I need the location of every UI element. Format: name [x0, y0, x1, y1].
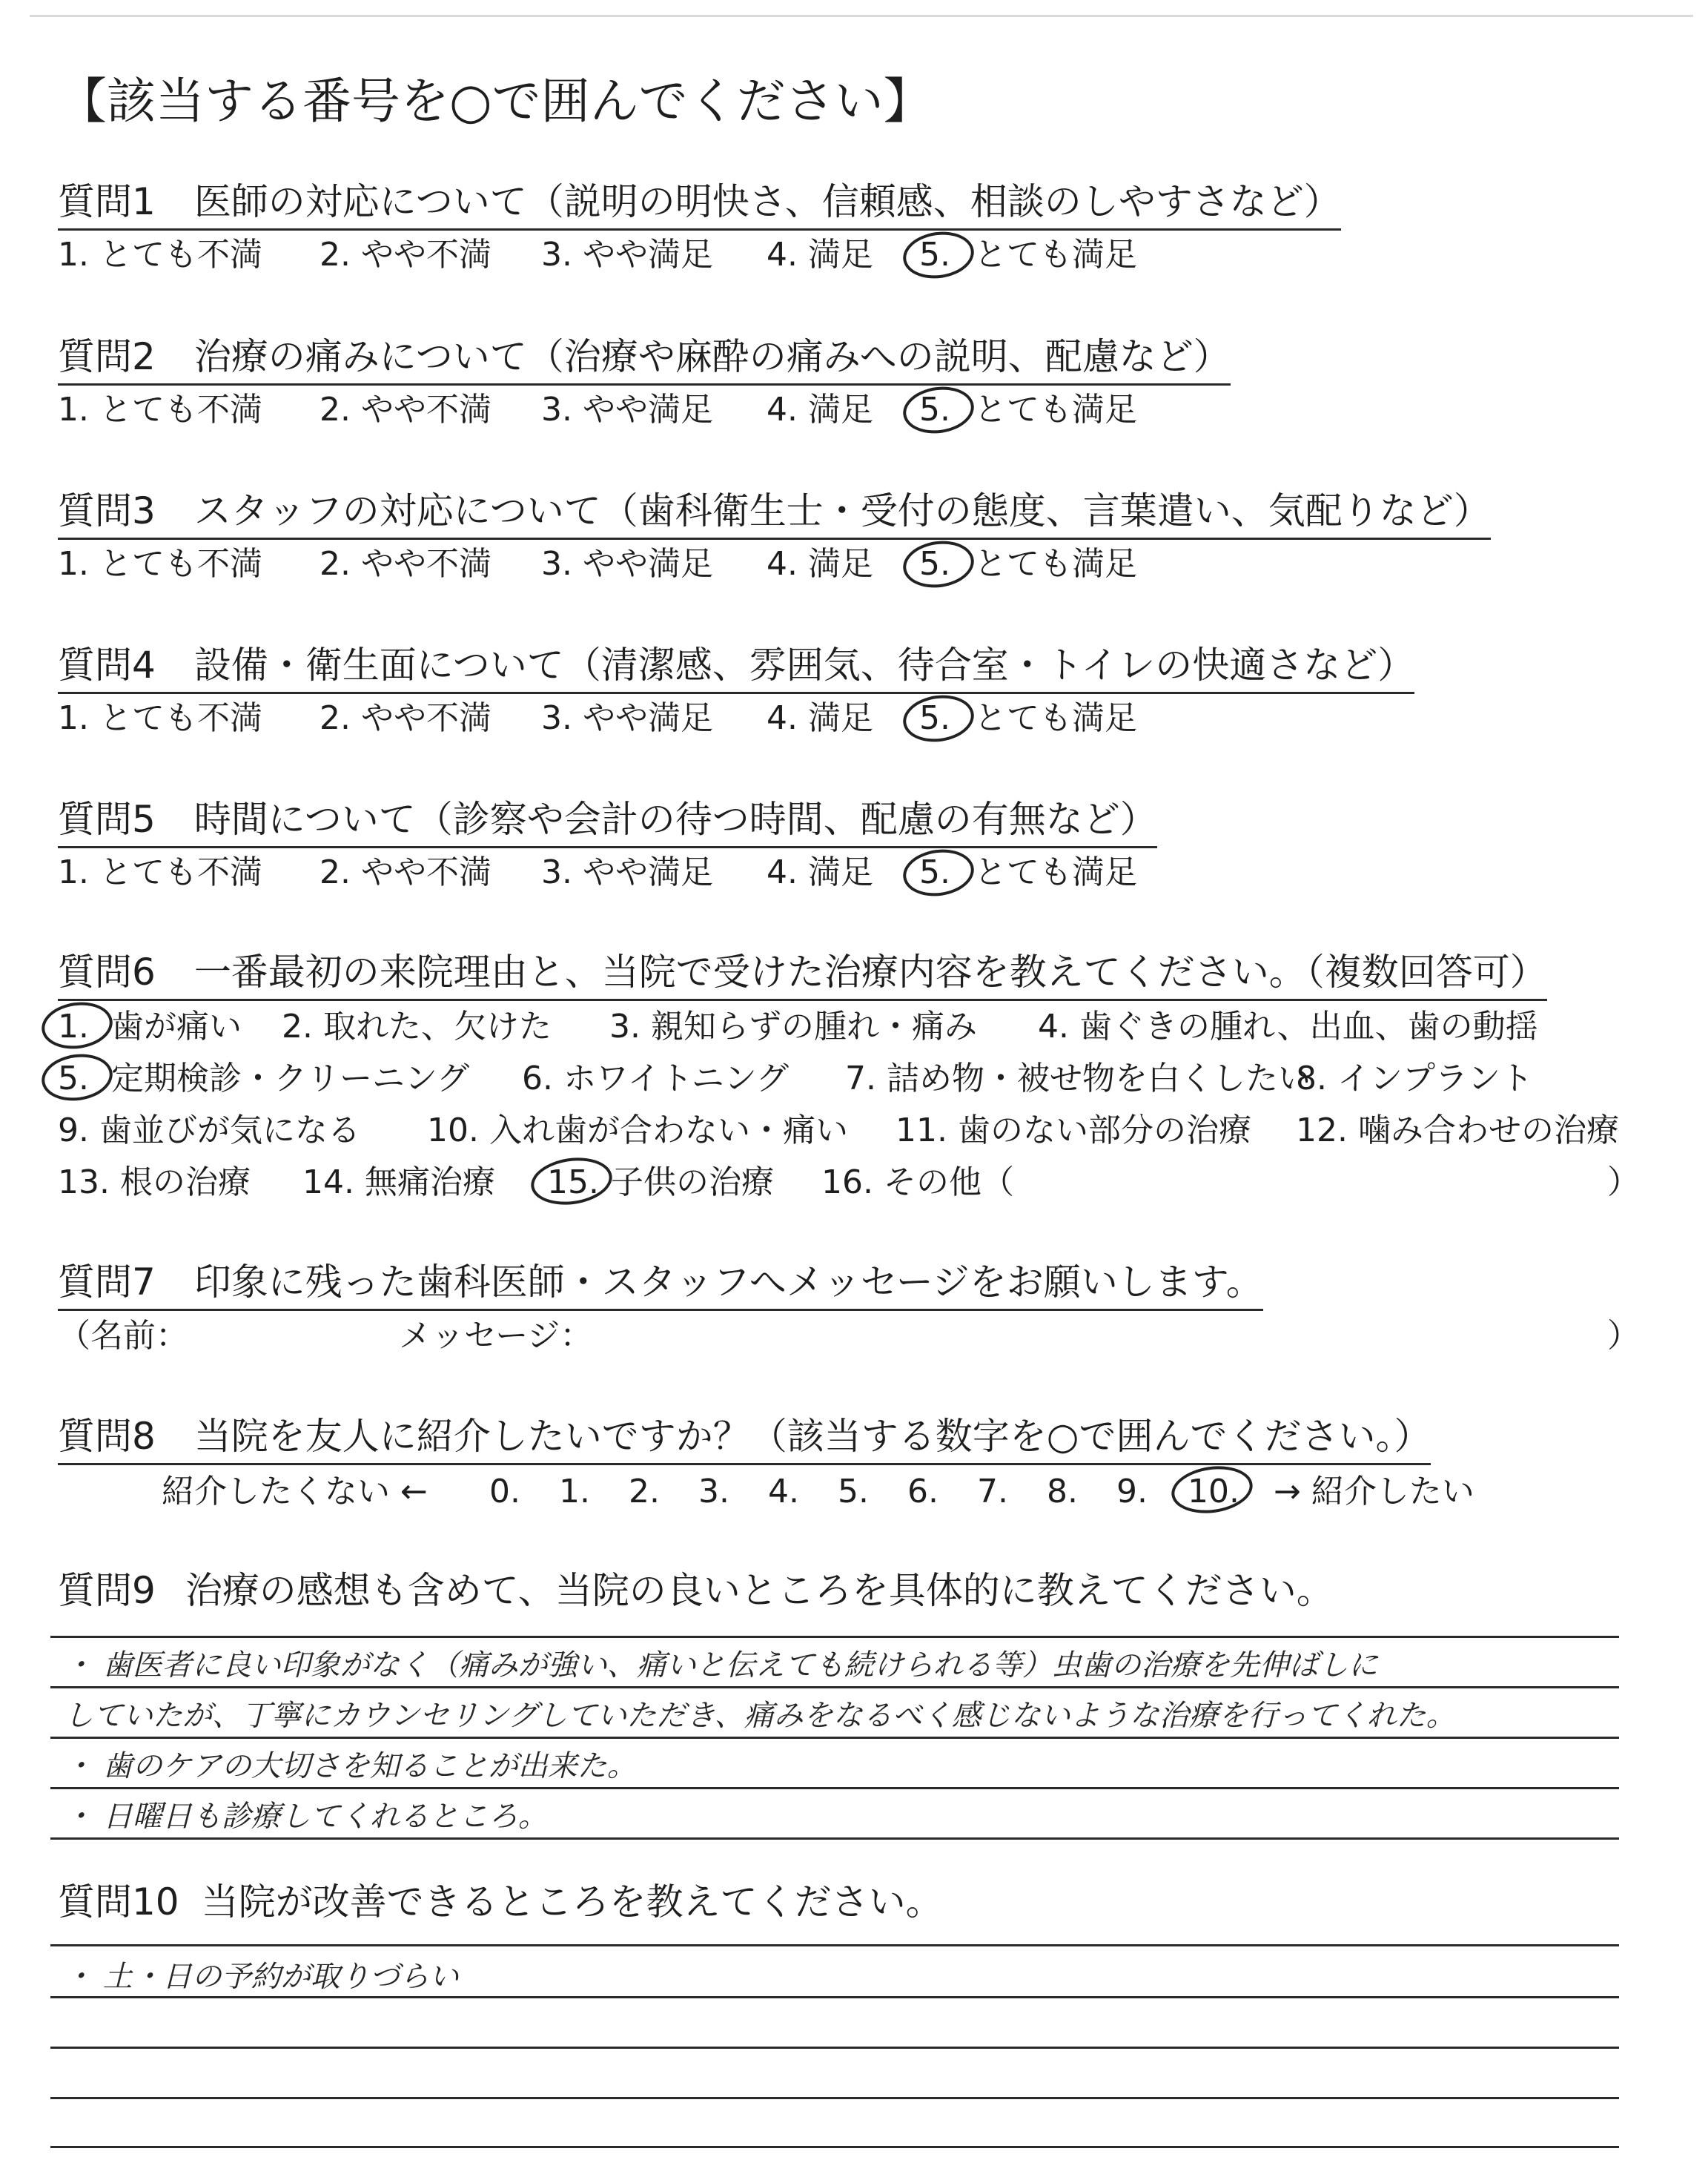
question-8-title: 質問8 当院を友人に紹介したいですか？（該当する数字を○で囲んでください。）: [58, 1415, 1431, 1465]
answer-line-1: ・ 土・日の予約が取りづらい: [64, 1960, 459, 1994]
question-6-row-3: [58, 1105, 1619, 1157]
option-2[interactable]: 2. やや不満: [320, 236, 491, 274]
option-6[interactable]: 6. ホワイトニング: [522, 1060, 790, 1097]
option-5-label: とても満足: [974, 699, 1137, 737]
option-4[interactable]: 4. 満足: [767, 853, 873, 891]
option-5-circled[interactable]: 5.: [919, 540, 950, 589]
option-1-circled[interactable]: 1.: [58, 1001, 89, 1053]
option-2[interactable]: 2. やや不満: [320, 391, 491, 429]
option-14[interactable]: 14. 無痛治療: [302, 1163, 495, 1201]
option-5-circled[interactable]: 5.: [919, 386, 950, 435]
question-10: [58, 1880, 943, 1924]
question-3-title: 質問3 スタッフの対応について（歯科衛生士・受付の態度、言葉遣い、気配りなど）: [58, 489, 1491, 540]
scale-9[interactable]: 9.: [1116, 1473, 1148, 1510]
scale-1[interactable]: 1.: [559, 1473, 590, 1510]
scale-7[interactable]: 7.: [977, 1473, 1008, 1510]
scale-2[interactable]: 2.: [629, 1473, 660, 1510]
option-8[interactable]: 8. インプラント: [1296, 1060, 1533, 1097]
question-4-title: 質問4 設備・衛生面について（清潔感、雰囲気、待合室・トイレの快適さなど）: [58, 644, 1414, 694]
answer-line-3: ・ 歯のケアの大切さを知ることが出来た。: [64, 1749, 637, 1783]
option-5-circled[interactable]: 5.: [58, 1053, 89, 1105]
option-3[interactable]: 3. やや満足: [541, 391, 713, 429]
answer-rule: [50, 1787, 1619, 1789]
question-5: [58, 798, 1157, 897]
option-1-label: 歯が痛い: [111, 1008, 242, 1046]
option-2[interactable]: 2. 取れた、欠けた: [282, 1008, 552, 1046]
option-7[interactable]: 7. 詰め物・被せ物を白くしたい: [845, 1060, 1311, 1097]
option-4[interactable]: 4. 満足: [767, 545, 873, 583]
option-5-circled[interactable]: 5.: [919, 694, 950, 743]
message-label: メッセージ：: [399, 1317, 593, 1355]
question-4: [58, 644, 1414, 743]
question-6-row-4: [58, 1157, 1640, 1209]
scale-6[interactable]: 6.: [907, 1473, 939, 1510]
option-5-circled[interactable]: 5.: [919, 231, 950, 280]
option-4[interactable]: 4. 満足: [767, 391, 873, 429]
question-7-answer-line[interactable]: [58, 1311, 1640, 1361]
question-1-options: [58, 231, 1341, 280]
answer-line-2: していたが、丁寧にカウンセリングしていただき、痛みをなるべく感じないような治療を行ってくれた。: [64, 1699, 1456, 1733]
question-6-row-1: [58, 1001, 1547, 1053]
option-16[interactable]: 16. その他（: [821, 1163, 1014, 1201]
question-5-options: [58, 848, 1157, 897]
option-3[interactable]: 3. やや満足: [541, 853, 713, 891]
option-13[interactable]: 13. 根の治療: [58, 1163, 251, 1201]
answer-rule: [50, 1944, 1619, 1946]
page-top-border: [30, 15, 1693, 17]
option-1[interactable]: 1. とても不満: [58, 236, 262, 274]
option-4[interactable]: 4. 歯ぐきの腫れ、出血、歯の動揺: [1038, 1008, 1538, 1046]
option-1[interactable]: 1. とても不満: [58, 545, 262, 583]
question-10-answer-area[interactable]: [50, 1937, 1619, 2152]
question-3-options: [58, 540, 1491, 589]
answer-rule: [50, 1686, 1619, 1688]
option-5-label: とても満足: [974, 853, 1137, 891]
option-3[interactable]: 3. 親知らずの腫れ・痛み: [609, 1008, 977, 1046]
answer-rule: [50, 2047, 1619, 2049]
question-6: [58, 951, 1640, 1209]
question-5-title: 質問5 時間について（診察や会計の待つ時間、配慮の有無など）: [58, 798, 1157, 848]
option-3[interactable]: 3. やや満足: [541, 699, 713, 737]
option-5-label: とても満足: [974, 236, 1137, 274]
question-8-scale: [58, 1465, 1474, 1519]
option-15-circled[interactable]: 15.: [547, 1157, 599, 1209]
question-1-title: 質問1 医師の対応について（説明の明快さ、信頼感、相談のしやすさなど）: [58, 180, 1341, 231]
option-11[interactable]: 11. 歯のない部分の治療: [896, 1112, 1251, 1149]
option-2[interactable]: 2. やや不満: [320, 699, 491, 737]
answer-rule: [50, 1737, 1619, 1739]
scale-3[interactable]: 3.: [698, 1473, 729, 1510]
option-5-circled[interactable]: 5.: [919, 848, 950, 897]
answer-rule: [50, 2146, 1619, 2148]
option-5-label: とても満足: [974, 545, 1137, 583]
question-9-title: 質問9 治療の感想も含めて、当院の良いところを具体的に教えてください。: [58, 1569, 1334, 1612]
question-8: [58, 1415, 1474, 1519]
option-2[interactable]: 2. やや不満: [320, 545, 491, 583]
answer-line-4: ・ 日曜日も診療してくれるところ。: [64, 1800, 548, 1834]
scale-0[interactable]: 0.: [489, 1473, 520, 1510]
question-2-title: 質問2 治療の痛みについて（治療や麻酔の痛みへの説明、配慮など）: [58, 335, 1231, 386]
option-3[interactable]: 3. やや満足: [541, 545, 713, 583]
option-12[interactable]: 12. 噛み合わせの治療: [1296, 1112, 1619, 1149]
answer-rule: [50, 1636, 1619, 1638]
question-7: [58, 1261, 1640, 1361]
question-1: [58, 180, 1341, 280]
option-4[interactable]: 4. 満足: [767, 236, 873, 274]
option-1[interactable]: 1. とても不満: [58, 699, 262, 737]
option-2[interactable]: 2. やや不満: [320, 853, 491, 891]
option-16-close: ）: [1607, 1163, 1640, 1201]
question-6-row-2: [58, 1053, 1547, 1105]
scale-left-label: 紹介したくない ←: [162, 1473, 428, 1510]
scale-8[interactable]: 8.: [1047, 1473, 1078, 1510]
question-4-options: [58, 694, 1414, 743]
answer-close-paren: ）: [1607, 1317, 1640, 1355]
option-9[interactable]: 9. 歯並びが気になる: [58, 1112, 360, 1149]
option-3[interactable]: 3. やや満足: [541, 236, 713, 274]
option-10[interactable]: 10. 入れ歯が合わない・痛い: [427, 1112, 848, 1149]
answer-rule: [50, 1996, 1619, 1998]
answer-rule: [50, 2097, 1619, 2099]
page-title: 【該当する番号を○で囲んでください】: [58, 73, 933, 130]
question-6-title: 質問6 一番最初の来院理由と、当院で受けた治療内容を教えてください。（複数回答可）: [58, 951, 1547, 1001]
question-3: [58, 489, 1491, 589]
option-1[interactable]: 1. とても不満: [58, 853, 262, 891]
answer-line-1: ・ 歯医者に良い印象がなく（痛みが強い、痛いと伝えても続けられる等）虫歯の治療を先伸ばしに: [64, 1648, 1378, 1682]
question-2-options: [58, 386, 1231, 435]
option-5-label: 定期検診・クリーニング: [111, 1060, 470, 1097]
name-label: （名前：: [58, 1317, 188, 1355]
question-7-title: 質問7 印象に残った歯科医師・スタッフへメッセージをお願いします。: [58, 1261, 1263, 1311]
scale-10-circled[interactable]: 10.: [1188, 1465, 1239, 1519]
question-10-title: 質問10 当院が改善できるところを教えてください。: [58, 1880, 943, 1923]
question-9-answer-area[interactable]: [50, 1630, 1619, 1852]
scale-4[interactable]: 4.: [768, 1473, 799, 1510]
question-2: [58, 335, 1231, 435]
scale-right-label: → 紹介したい: [1274, 1473, 1474, 1510]
option-5-label: とても満足: [974, 391, 1137, 429]
option-1[interactable]: 1. とても不満: [58, 391, 262, 429]
question-9: [58, 1569, 1334, 1613]
answer-rule: [50, 1837, 1619, 1840]
scale-5[interactable]: 5.: [838, 1473, 869, 1510]
option-15-label: 子供の治療: [611, 1163, 774, 1201]
option-4[interactable]: 4. 満足: [767, 699, 873, 737]
